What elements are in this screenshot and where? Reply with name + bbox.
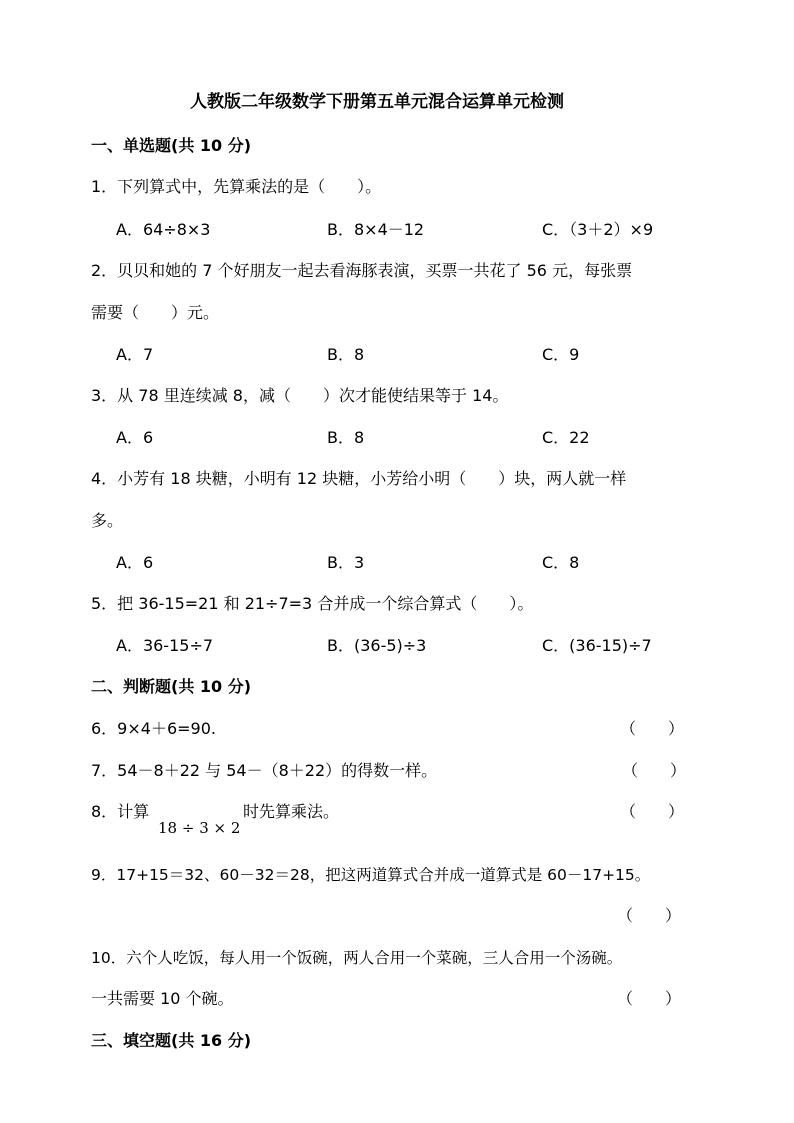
question-7-answer-blank[interactable]: （ ） xyxy=(622,761,687,780)
question-2-stem-line1: 2．贝贝和她的 7 个好朋友一起去看海豚表演，买票一共花了 56 元，每张票 xyxy=(91,261,633,280)
question-2-option-c: C．9 xyxy=(542,345,580,364)
question-2-option-a: A．7 xyxy=(116,345,154,364)
question-4-option-a: A．6 xyxy=(116,553,154,572)
question-8-expression: 18 ÷ 3 × 2 xyxy=(158,819,241,837)
question-7-stem: 7．54－8＋22 与 54－（8＋22）的得数一样。 xyxy=(91,761,438,780)
question-6-stem: 6．9×4＋6=90. xyxy=(91,719,216,738)
question-8-stem-prefix: 8．计算 xyxy=(91,802,150,821)
question-3-option-b: B．8 xyxy=(327,428,365,447)
question-3-option-a: A．6 xyxy=(116,428,154,447)
question-4-stem-line2: 多。 xyxy=(91,511,124,530)
question-4-option-c: C．8 xyxy=(542,553,580,572)
section-heading-single-choice: 一、单选题(共 10 分) xyxy=(91,136,252,155)
question-6-answer-blank[interactable]: （ ） xyxy=(620,719,685,738)
question-1-option-c: C．（3＋2）×9 xyxy=(542,220,654,239)
question-2-stem-line2: 需要（ ）元。 xyxy=(91,303,220,322)
question-2-option-b: B．8 xyxy=(327,345,365,364)
question-4-stem-line1: 4．小芳有 18 块糖，小明有 12 块糖，小芳给小明（ ）块，两人就一样 xyxy=(91,469,627,488)
question-1-stem: 1．下列算式中，先算乘法的是（ ）。 xyxy=(91,177,382,196)
question-10-stem-line1: 10．六个人吃饭，每人用一个饭碗，两人合用一个菜碗，三人合用一个汤碗。 xyxy=(91,949,623,967)
question-3-stem: 3．从 78 里连续减 8，减（ ）次才能使结果等于 14。 xyxy=(91,386,509,405)
question-5-option-b: B．(36-5)÷3 xyxy=(327,636,427,655)
question-9-answer-blank[interactable]: （ ） xyxy=(617,906,682,925)
question-8-stem-suffix: 时先算乘法。 xyxy=(243,802,340,821)
question-9-stem: 9．17+15＝32、60－32＝28，把这两道算式合并成一道算式是 60－17+15。 xyxy=(91,866,651,884)
question-10-answer-blank[interactable]: （ ） xyxy=(617,989,682,1008)
section-heading-fill-blank: 三、填空题(共 16 分) xyxy=(91,1031,252,1050)
question-5-option-c: C．(36-15)÷7 xyxy=(542,636,652,655)
question-1-option-b: B．8×4－12 xyxy=(327,220,425,239)
question-8-answer-blank[interactable]: （ ） xyxy=(620,802,685,821)
page-title: 人教版二年级数学下册第五单元混合运算单元检测 xyxy=(190,92,564,112)
question-5-option-a: A．36-15÷7 xyxy=(116,636,214,655)
question-5-stem: 5．把 36-15=21 和 21÷7=3 合并成一个综合算式（ ）。 xyxy=(91,594,534,613)
section-heading-true-false: 二、判断题(共 10 分) xyxy=(91,677,252,696)
question-3-option-c: C．22 xyxy=(542,428,590,447)
question-4-option-b: B．3 xyxy=(327,553,365,572)
question-10-stem-line2: 一共需要 10 个碗。 xyxy=(91,989,234,1008)
question-1-option-a: A．64÷8×3 xyxy=(116,220,211,239)
